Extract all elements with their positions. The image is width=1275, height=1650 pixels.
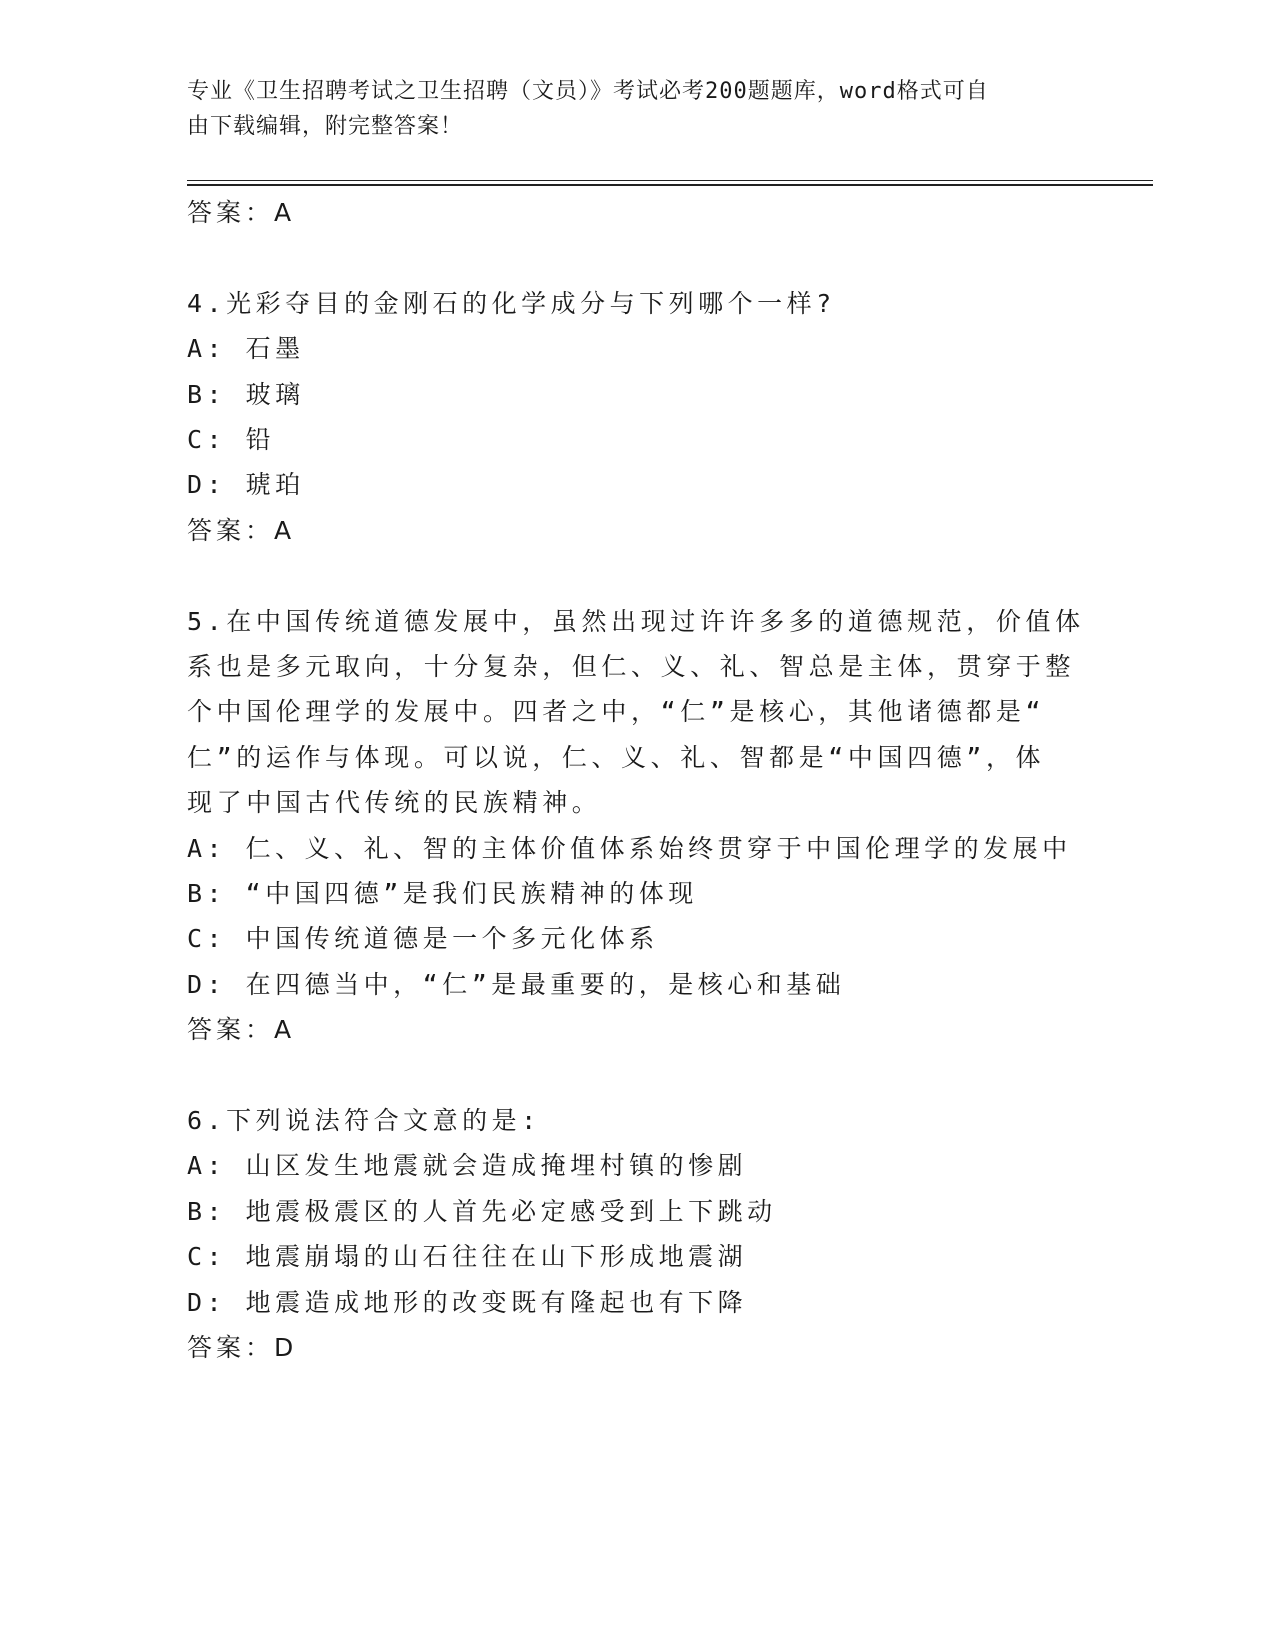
question-6-option-b: B: 地震极震区的人首先必定感受到上下跳动 (187, 1196, 777, 1226)
question-6-answer: 答案：D (187, 1333, 298, 1363)
question-4-text: 4.光彩夺目的金刚石的化学成分与下列哪个一样? (187, 288, 836, 318)
question-6 (187, 1098, 1067, 1370)
question-5-text-line-4: 仁”的运作与体现。可以说，仁、义、礼、智都是“中国四德”，体 (187, 742, 1046, 772)
header-line-1: 专业《卫生招聘考试之卫生招聘（文员）》考试必考200题题库，word格式可自 (187, 79, 989, 104)
document-header (187, 74, 1067, 144)
question-5 (187, 599, 1085, 1053)
question-5-text-line-5: 现了中国古代传统的民族精神。 (187, 788, 602, 818)
header-line-2: 由下载编辑，附完整答案！ (187, 114, 464, 139)
question-content (187, 190, 1085, 1371)
question-spacer (187, 553, 1067, 598)
question-4 (187, 281, 1067, 553)
header-divider-thick (187, 184, 1153, 186)
question-6-option-c: C: 地震崩塌的山石往往在山下形成地震湖 (187, 1242, 748, 1272)
question-5-option-a: A: 仁、义、礼、智的主体价值体系始终贯穿于中国伦理学的发展中 (187, 833, 1072, 863)
question-4-option-b: B: 玻璃 (187, 379, 305, 409)
question-5-text-line-2: 系也是多元取向，十分复杂，但仁、义、礼、智总是主体，贯穿于整 (187, 652, 1076, 682)
question-6-option-a: A: 山区发生地震就会造成掩埋村镇的惨剧 (187, 1151, 748, 1181)
question-spacer (187, 1053, 1067, 1098)
answer-3: 答案：A (187, 198, 296, 227)
question-4-option-c: C: 铅 (187, 425, 276, 455)
question-5-option-d: D: 在四德当中，“仁”是最重要的，是核心和基础 (187, 969, 846, 999)
question-4-answer: 答案：A (187, 515, 296, 545)
question-5-text-line-3: 个中国伦理学的发展中。四者之中，“仁”是核心，其他诸德都是“ (187, 697, 1046, 727)
question-6-option-d: D: 地震造成地形的改变既有隆起也有下降 (187, 1287, 748, 1317)
question-6-text: 6.下列说法符合文意的是: (187, 1106, 541, 1136)
question-5-option-c: C: 中国传统道德是一个多元化体系 (187, 924, 659, 954)
question-5-answer: 答案：A (187, 1015, 296, 1045)
question-4-option-d: D: 琥珀 (187, 470, 305, 500)
question-4-option-a: A: 石墨 (187, 334, 305, 364)
question-5-text-line-1: 5.在中国传统道德发展中，虽然出现过许许多多的道德规范，价值体 (187, 606, 1085, 636)
question-5-option-b: B: “中国四德”是我们民族精神的体现 (187, 879, 698, 909)
question-spacer (187, 235, 1067, 280)
header-divider-thin (187, 180, 1153, 181)
